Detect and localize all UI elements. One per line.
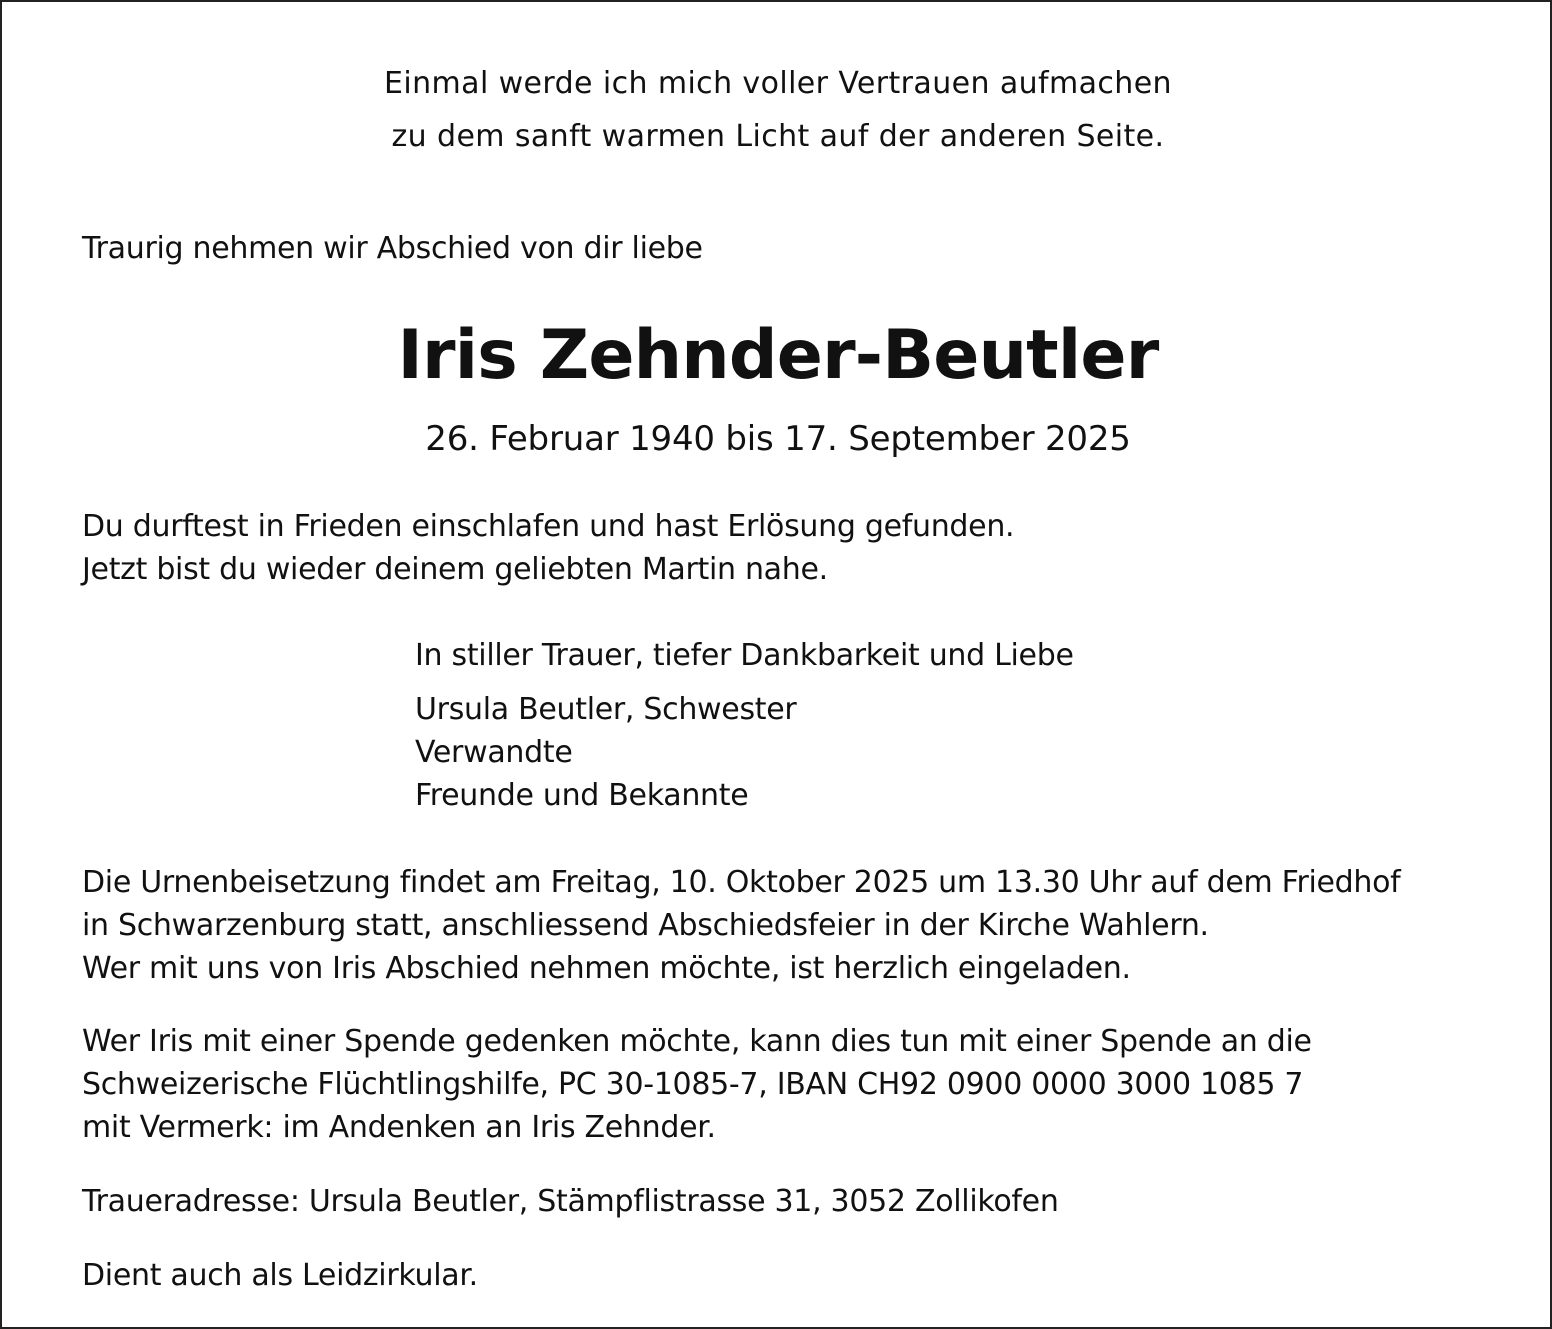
mourners-list [415,688,796,817]
quote-line: Einmal werde ich mich voller Vertrauen aufmachen [384,66,1172,101]
ceremony-line: in Schwarzenburg statt, anschliessend Abschiedsfeier in der Kirche Wahlern. [82,908,1209,943]
farewell-line: Du durftest in Frieden einschlafen und hast Erlösung gefunden. [82,509,1015,544]
quote-line: zu dem sanft warmen Licht auf der anderen Seite. [391,119,1165,154]
mourner-item: Ursula Beutler, Schwester [415,692,797,727]
mourner-item: Freunde und Bekannte [415,778,749,813]
mourner-item: Verwandte [415,735,573,770]
ceremony-line: Die Urnenbeisetzung findet am Freitag, 10. Oktober 2025 um 13.30 Uhr auf dem Friedhof [82,865,1401,900]
mourning-address: Traueradresse: Ursula Beutler, Stämpflistrasse 31, 3052 Zollikofen [82,1184,1059,1219]
donation-paragraph [82,1020,1312,1149]
circular-note: Dient auch als Leidzirkular. [82,1258,478,1293]
life-dates: 26. Februar 1940 bis 17. September 2025 [425,419,1131,459]
donation-line: mit Vermerk: im Andenken an Iris Zehnder. [82,1110,716,1145]
farewell-line: Jetzt bist du wieder deinem geliebten Martin nahe. [82,552,828,587]
ceremony-line: Wer mit uns von Iris Abschied nehmen möchte, ist herzlich eingeladen. [82,951,1131,986]
opening-quote [2,57,1552,163]
donation-line: Schweizerische Flüchtlingshilfe, PC 30-1085-7, IBAN CH92 0900 0000 3000 1085 7 [82,1067,1304,1102]
ceremony-paragraph [82,861,1400,990]
donation-line: Wer Iris mit einer Spende gedenken möchte, kann dies tun mit einer Spende an die [82,1024,1312,1059]
farewell-paragraph [82,505,1014,591]
deceased-name: Iris Zehnder-Beutler [397,316,1159,395]
intro-line: Traurig nehmen wir Abschied von dir liebe [82,231,703,266]
mourning-heading: In stiller Trauer, tiefer Dankbarkeit und Liebe [415,638,1074,673]
